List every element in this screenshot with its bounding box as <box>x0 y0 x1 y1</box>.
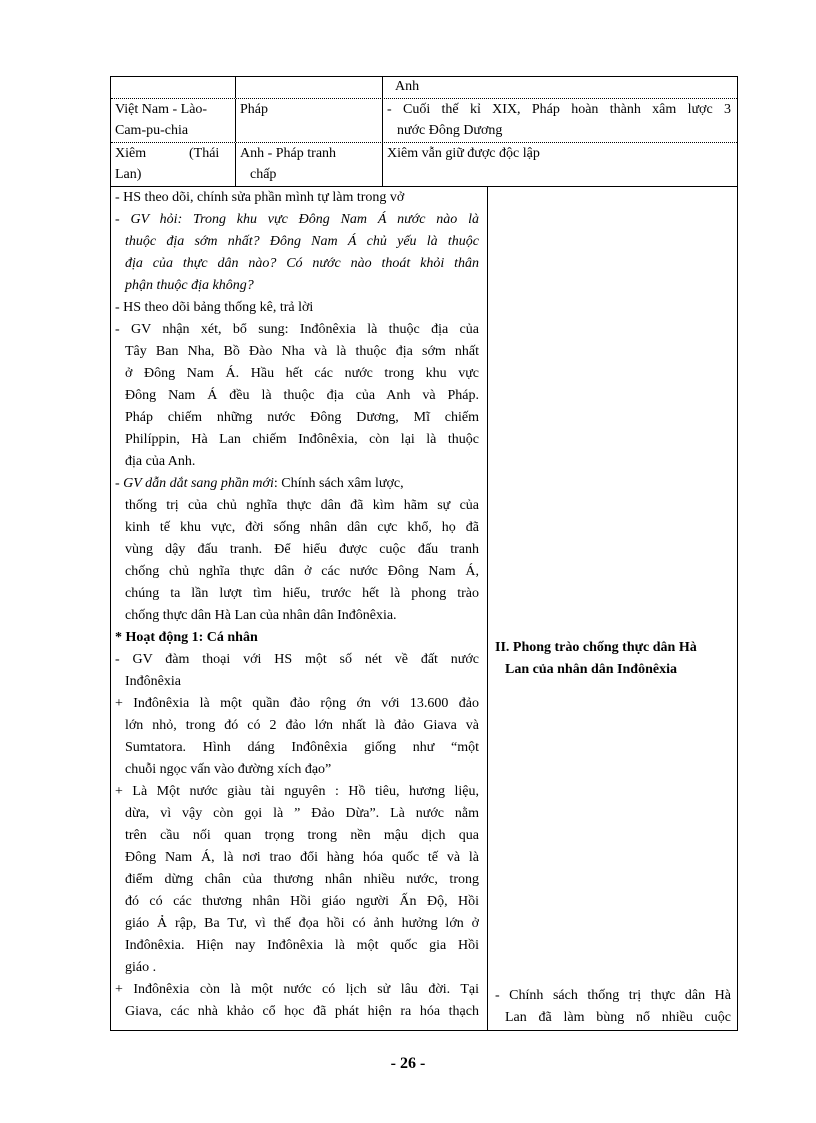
table-cell <box>111 77 236 98</box>
table-cell <box>111 143 236 186</box>
text-line: Philíppin, Hà Lan chiếm Inđônêxia, còn lại là thuộc <box>125 432 479 447</box>
text-line: Inđônêxia <box>125 674 181 689</box>
text-line: - GV nhận xét, bổ sung: Inđônêxia là thuộc địa của <box>115 322 479 337</box>
cell-text: - Cuối thế kỉ XIX, Pháp hoàn thành xâm lược 3 <box>387 102 731 117</box>
cell-text: Lan) <box>115 167 142 182</box>
text-line: dừa, vì vậy còn gọi là ” Đảo Dừa”. Là nước nằm <box>125 806 479 821</box>
text-line: chống thực dân Hà Lan của nhân dân Inđônêxia. <box>125 608 397 623</box>
text-line: Lan đã làm bùng nổ nhiều cuộc <box>505 1010 731 1025</box>
text-line: Đông Nam Á, là nơi trao đổi hàng hóa quốc tế và là <box>125 850 479 865</box>
cell-text: Xiêm <box>115 146 147 161</box>
cell-text: (Thái <box>189 146 220 161</box>
cell-text: Anh <box>395 79 420 94</box>
cell-text: Việt Nam - Lào- <box>115 102 208 117</box>
text-line: phận thuộc địa không? <box>125 278 254 293</box>
table-row <box>111 77 737 99</box>
text-line: Giava, các nhà khảo cổ học đã phát hiện ra hóa thạch <box>125 1004 479 1019</box>
text-line: Đông Nam Á đều là thuộc địa của Anh và Pháp. <box>125 388 479 403</box>
page-number: - 26 - <box>390 1055 426 1072</box>
text-line: Tây Ban Nha, Bồ Đào Nha và là thuộc địa sớm nhất <box>125 344 479 359</box>
table-row <box>111 143 737 187</box>
cell-text: chấp <box>250 167 277 182</box>
text-line: Sumtatora. Hình dáng Inđônêxia giống như “một <box>125 740 479 755</box>
table-cell <box>236 77 383 98</box>
column-divider <box>487 187 488 1030</box>
table-cell <box>236 143 383 186</box>
section-heading: II. Phong trào chống thực dân Hà <box>495 640 697 655</box>
activity-heading: * Hoạt động 1: Cá nhân <box>115 630 258 645</box>
text-line: thuộc địa sớm nhất? Đông Nam Á chủ yếu là thuộc <box>125 234 479 249</box>
text-line: - GV hỏi: Trong khu vực Đông Nam Á nước nào là <box>115 212 479 227</box>
text-line: Inđônêxia. Hiện nay Inđônêxia là một quốc gia Hồi <box>125 938 479 953</box>
table-cell <box>236 99 383 142</box>
text-line: - GV đàm thoại với HS một số nét về đất nước <box>115 652 479 667</box>
text-line: chúng ta lần lượt tìm hiểu, trước hết là phong trào <box>125 586 479 601</box>
cell-text: Anh - Pháp tranh <box>240 146 337 161</box>
italic-lead: - GV dẫn dắt sang phần mới <box>115 476 274 491</box>
lesson-table <box>110 76 738 1031</box>
table-row <box>111 99 737 143</box>
text-line: giáo Ả rập, Ba Tư, vì thế đọa hồi có ảnh hưởng lớn ở <box>125 916 479 931</box>
text-line: + Là Một nước giàu tài nguyên : Hồ tiêu, hương liệu, <box>115 784 479 799</box>
text-line: Pháp chiếm những nước Đông Dương, Mĩ chiếm <box>125 410 479 425</box>
text-line: giáo . <box>125 960 157 975</box>
text-line: - HS theo dõi, chính sửa phần mình tự làm trong vở <box>115 190 405 205</box>
text-line: - Chính sách thống trị thực dân Hà <box>495 988 731 1003</box>
text-line: đó có các thương nhân Hồi giáo người Ấn Độ, Hồi <box>125 894 479 909</box>
table-cell <box>383 143 739 186</box>
table-cell <box>111 99 236 142</box>
text-line: ở Đông Nam Á. Hầu hết các nước trong khu vực <box>125 366 479 381</box>
cell-text: Cam-pu-chia <box>115 123 189 138</box>
cell-text: nước Đông Dương <box>397 123 503 138</box>
text-run: : Chính sách xâm lược, <box>273 476 404 491</box>
cell-text: Pháp <box>240 102 268 117</box>
text-line: lớn nhỏ, trong đó có 2 đảo lớn nhất là đảo Giava và <box>125 718 479 733</box>
section-heading: Lan của nhân dân Inđônêxia <box>505 662 677 677</box>
table-cell <box>383 77 739 98</box>
lesson-body <box>111 187 737 1030</box>
text-line: kinh tế khu vực, đời sống nhân dân cực khổ, họ đã <box>125 520 479 535</box>
text-line: vùng dậy đấu tranh. Để hiểu được cuộc đấu tranh <box>125 542 479 557</box>
table-cell <box>383 99 739 142</box>
text-line: + Inđônêxia còn là một nước có lịch sử lâu đời. Tại <box>115 982 479 997</box>
text-line: thống trị của chủ nghĩa thực dân đã kìm hãm sự của <box>125 498 479 513</box>
text-line: địa của Anh. <box>125 454 196 469</box>
text-line: chống chủ nghĩa thực dân ở các nước Đông Nam Á, <box>125 564 479 579</box>
text-line: địa của thực dân nào? Có nước nào thoát khỏi thân <box>125 256 479 271</box>
cell-text: Xiêm vẫn giữ được độc lập <box>387 146 540 161</box>
text-line: chuỗi ngọc vấn vào đường xích đạo” <box>125 762 332 777</box>
text-line: trên cầu nối quan trọng trong nền mậu dịch qua <box>125 828 479 843</box>
text-line: + Inđônêxia là một quần đảo rộng ớn với 13.600 đảo <box>115 696 479 711</box>
text-line <box>115 473 479 495</box>
text-line: điểm dừng chân của thương nhân nhiều nước, trong <box>125 872 479 887</box>
text-line: - HS theo dõi bảng thống kê, trả lời <box>115 300 314 315</box>
